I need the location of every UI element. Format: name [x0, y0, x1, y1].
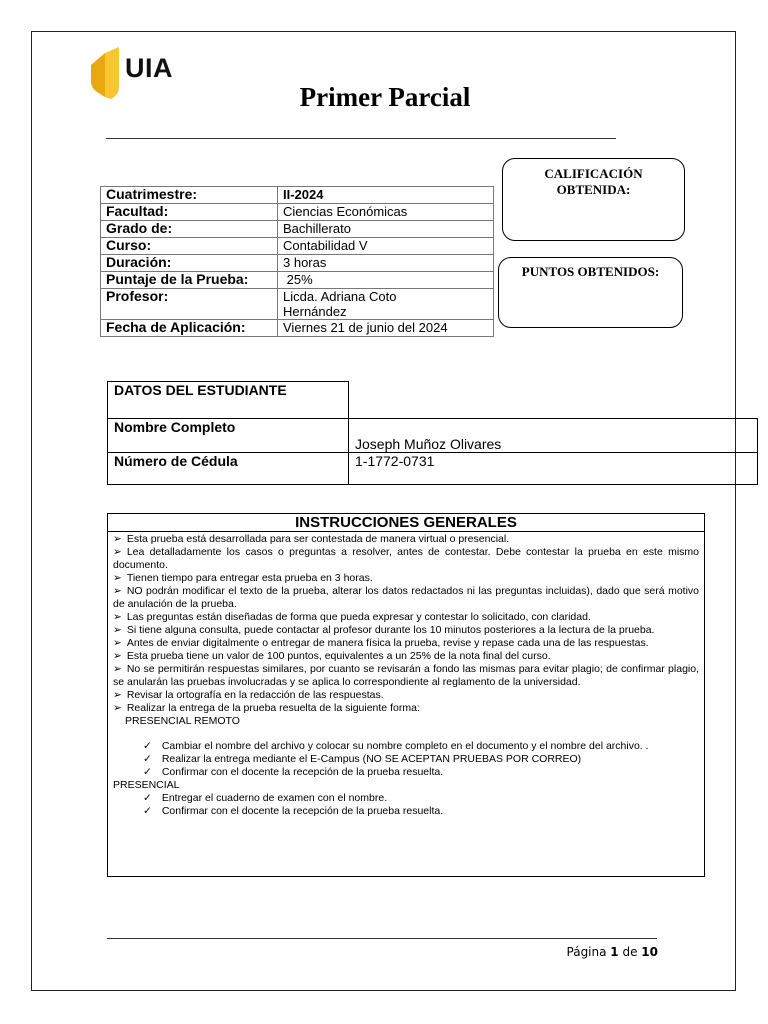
logo-text: UIA — [125, 53, 173, 83]
remote-steps — [113, 740, 699, 779]
instruction-item — [113, 650, 699, 663]
checklist-text: Cambiar el nombre del archivo y colocar su nombre completo en el documento y el nombre del archivo. . — [161, 740, 649, 752]
instructions-list — [113, 533, 699, 715]
instruction-item — [113, 702, 699, 715]
arrow-bullet-icon: ➢ — [113, 533, 122, 545]
instruction-text: Revisar la ortografía en la redacción de las respuestas. — [126, 689, 384, 701]
university-logo — [89, 47, 199, 103]
checklist-text: Confirmar con el docente la recepción de la prueba resuelta. — [161, 766, 444, 778]
remote-heading: PRESENCIAL REMOTO — [125, 715, 240, 727]
table-row — [101, 320, 494, 337]
instruction-text: NO podrán modificar el texto de la prueba, alterar los datos redactados ni las preguntas incluidas), dado que será motivo de anulación de la prueba. — [113, 585, 699, 610]
arrow-bullet-icon: ➢ — [113, 637, 122, 649]
info-value: Ciencias Económicas — [278, 204, 494, 221]
info-value: Bachillerato — [278, 221, 494, 238]
page-prefix: Página — [566, 945, 611, 959]
info-value: Contabilidad V — [278, 238, 494, 255]
student-name-value: Joseph Muñoz Olivares — [349, 419, 758, 453]
arrow-bullet-icon: ➢ — [113, 689, 122, 701]
check-icon: ✓ — [143, 753, 152, 765]
arrow-bullet-icon: ➢ — [113, 546, 122, 558]
arrow-bullet-icon: ➢ — [113, 611, 122, 623]
info-label: Facultad: — [101, 204, 278, 221]
table-row — [108, 419, 758, 453]
table-row — [101, 289, 494, 320]
table-row — [101, 204, 494, 221]
arrow-bullet-icon: ➢ — [113, 585, 122, 597]
grade-box — [502, 158, 685, 241]
instruction-text: Lea detalladamente los casos o preguntas a resolver, antes de contestar. Debe contestar la prueba en este mismo documento. — [113, 546, 699, 571]
checklist-text: Realizar la entrega mediante el E-Campus (NO SE ACEPTAN PRUEBAS POR CORREO) — [161, 753, 582, 765]
instruction-item — [113, 533, 699, 546]
info-label: Curso: — [101, 238, 278, 255]
student-header-spacer — [349, 382, 758, 419]
info-label: Duración: — [101, 255, 278, 272]
info-value: Viernes 21 de junio del 2024 — [278, 320, 494, 337]
student-id-value: 1-1772-0731 — [349, 453, 758, 485]
check-icon: ✓ — [143, 766, 152, 778]
instruction-text: Si tiene alguna consulta, puede contactar al profesor durante los 10 minutos posteriores a la lectura de la prueba. — [126, 624, 655, 636]
presencial-heading: PRESENCIAL — [113, 779, 180, 791]
instruction-text: Esta prueba tiene un valor de 100 puntos, equivalentes a un 25% de la nota final del curso. — [126, 650, 551, 662]
table-row — [108, 453, 758, 485]
page-number — [567, 945, 658, 959]
instructions-body — [108, 532, 704, 818]
instruction-text: Tienen tiempo para entregar esta prueba en 3 horas. — [126, 572, 373, 584]
info-value: II-2024 — [278, 187, 494, 204]
arrow-bullet-icon: ➢ — [113, 663, 122, 675]
student-id-label: Número de Cédula — [108, 453, 349, 485]
points-box-label: PUNTOS OBTENIDOS: — [521, 264, 660, 279]
instruction-item — [113, 637, 699, 650]
points-box — [498, 257, 683, 328]
student-section-header: DATOS DEL ESTUDIANTE — [108, 382, 349, 419]
checklist-item — [113, 766, 699, 779]
instruction-text: Esta prueba está desarrollada para ser contestada de manera virtual o presencial. — [126, 533, 510, 545]
info-label: Cuatrimestre: — [101, 187, 278, 204]
footer-divider — [107, 938, 657, 939]
instruction-item — [113, 585, 699, 611]
info-label: Grado de: — [101, 221, 278, 238]
instruction-text: No se permitirán respuestas similares, por cuanto se revisarán a fondo las mismas para evitar plagio; de confirmar plagio, se anularán las pruebas involucradas y se aplica lo correspondiente al reglamento de la universidad. — [113, 663, 699, 688]
arrow-bullet-icon: ➢ — [113, 572, 122, 584]
checklist-text: Confirmar con el docente la recepción de la prueba resuelta. — [161, 805, 444, 817]
instruction-item — [113, 572, 699, 585]
title-divider — [106, 138, 616, 139]
instruction-text: Las preguntas están diseñadas de forma que pueda expresar y contestar lo solicitado, con claridad. — [126, 611, 591, 623]
page-middle: de — [618, 945, 642, 959]
info-label: Puntaje de la Prueba: — [101, 272, 278, 289]
info-label: Fecha de Aplicación: — [101, 320, 278, 337]
page-total: 10 — [641, 945, 658, 959]
checklist-text: Entregar el cuaderno de examen con el nombre. — [161, 792, 388, 804]
student-data-table — [107, 381, 758, 485]
instruction-text: Antes de enviar digitalmente o entregar de manera física la prueba, revise y repase cada una de las respuestas. — [126, 637, 649, 649]
arrow-bullet-icon: ➢ — [113, 650, 122, 662]
info-label: Profesor: — [101, 289, 278, 320]
table-row — [101, 221, 494, 238]
info-value: Licda. Adriana Coto Hernández — [278, 289, 494, 320]
arrow-bullet-icon: ➢ — [113, 702, 122, 714]
checklist-item — [113, 805, 699, 818]
checklist-item — [113, 753, 699, 766]
info-value: 3 horas — [278, 255, 494, 272]
table-row — [101, 255, 494, 272]
check-icon: ✓ — [143, 805, 152, 817]
info-value: 25% — [278, 272, 494, 289]
check-icon: ✓ — [143, 792, 152, 804]
page-current: 1 — [610, 945, 619, 959]
instruction-text: Realizar la entrega de la prueba resuelta de la siguiente forma: — [126, 702, 420, 714]
instructions-title: INSTRUCCIONES GENERALES — [108, 514, 704, 532]
table-row — [101, 272, 494, 289]
instruction-item — [113, 689, 699, 702]
document-title: Primer Parcial — [299, 82, 471, 112]
arrow-bullet-icon: ➢ — [113, 624, 122, 636]
instruction-item — [113, 546, 699, 572]
instruction-item — [113, 611, 699, 624]
presencial-steps — [113, 792, 699, 818]
general-instructions — [107, 513, 705, 877]
instruction-item — [113, 624, 699, 637]
course-info-table — [100, 186, 494, 337]
student-name-label: Nombre Completo — [108, 419, 349, 453]
checklist-item — [113, 792, 699, 805]
grade-box-label: CALIFICACIÓN OBTENIDA: — [544, 166, 643, 197]
table-row — [101, 238, 494, 255]
check-icon: ✓ — [143, 740, 152, 752]
table-row — [108, 382, 758, 419]
table-row — [101, 187, 494, 204]
instruction-item — [113, 663, 699, 689]
checklist-item — [113, 740, 699, 753]
uia-shield-icon — [89, 47, 123, 103]
